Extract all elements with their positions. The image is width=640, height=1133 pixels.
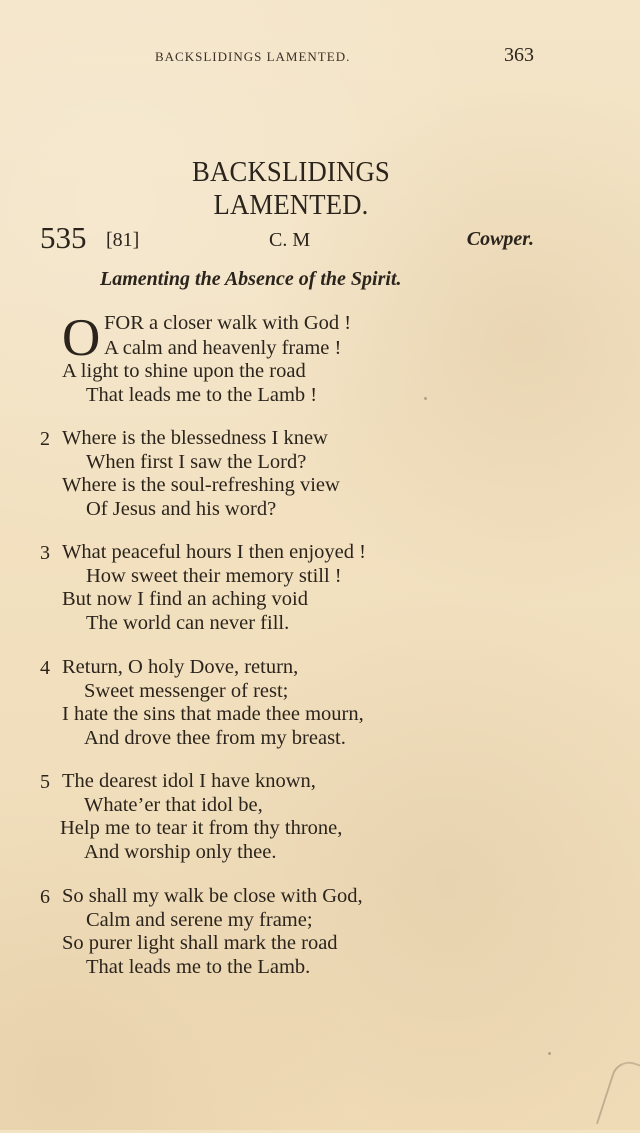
verse-line: And worship only thee. (84, 841, 277, 863)
paper-speck (424, 397, 427, 400)
verse-line: So purer light shall mark the road (62, 932, 338, 954)
verse-line: Help me to tear it from thy throne, (60, 817, 343, 839)
verse-number: 3 (40, 542, 50, 564)
verse-number: 5 (40, 771, 50, 793)
page-number: 363 (504, 44, 534, 66)
hymn-reference: [81] (106, 229, 140, 251)
hymn-meter: C. M (269, 229, 311, 251)
verse-line: That leads me to the Lamb. (86, 956, 311, 978)
hymn-number: 535 (40, 220, 87, 255)
verse-line: That leads me to the Lamb ! (86, 384, 318, 406)
verse-line: Where is the blessedness I knew (62, 427, 328, 449)
verse-4 (40, 657, 510, 753)
verse-line: FOR a closer walk with God ! (104, 312, 352, 334)
verse-number: 6 (40, 886, 50, 908)
verse-line: The world can never fill. (86, 612, 290, 634)
margin-mark (596, 1057, 640, 1133)
paper-speck (548, 1052, 551, 1055)
verse-line: Of Jesus and his word? (86, 498, 277, 520)
verse-6 (40, 886, 510, 982)
verse-1 (40, 309, 510, 409)
section-title: BACKSLIDINGS LAMENTED. (192, 156, 390, 221)
verse-3 (40, 542, 510, 638)
verse-line: What peaceful hours I then enjoyed ! (62, 541, 366, 563)
hymn-subtitle: Lamenting the Absence of the Spirit. (100, 268, 402, 290)
verse-5 (40, 771, 510, 867)
verse-line: So shall my walk be close with God, (62, 885, 363, 907)
verse-line: Return, O holy Dove, return, (62, 656, 299, 678)
verse-line: Whate’er that idol be, (84, 794, 263, 816)
verse-line: I hate the sins that made thee mourn, (62, 703, 364, 725)
verse-line: Sweet messenger of rest; (84, 680, 289, 702)
verse-line: Calm and serene my frame; (86, 909, 313, 931)
verse-line: But now I find an aching void (62, 588, 308, 610)
hymn-header (40, 222, 534, 260)
verse-number: 2 (40, 428, 50, 450)
verse-line: Where is the soul-refreshing view (62, 474, 340, 496)
verse-line: A light to shine upon the road (62, 360, 306, 382)
verse-line: The dearest idol I have known, (62, 770, 316, 792)
verse-number: 4 (40, 657, 50, 679)
verse-line: When first I saw the Lord? (86, 451, 307, 473)
verse-line: And drove thee from my breast. (84, 727, 346, 749)
hymn-author: Cowper. (466, 228, 534, 250)
running-head: BACKSLIDINGS LAMENTED. (155, 49, 351, 64)
verse-initial-capital: O (62, 309, 101, 367)
verse-line: How sweet their memory still ! (86, 565, 342, 587)
verse-2 (40, 428, 510, 524)
verse-line: A calm and heavenly frame ! (104, 337, 342, 359)
